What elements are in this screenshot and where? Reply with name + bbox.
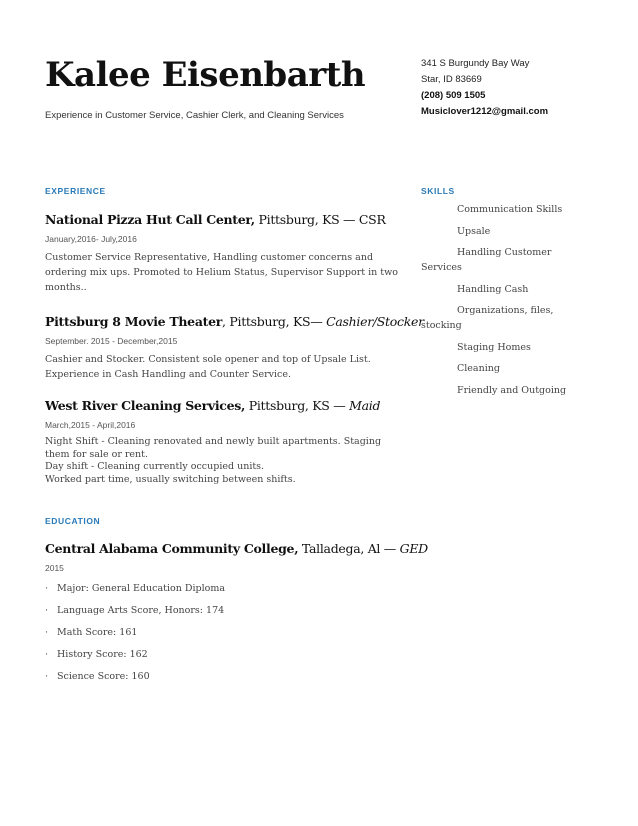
job-description	[45, 352, 395, 382]
candidate-name: Kalee Eisenbarth	[45, 55, 366, 95]
education-entry	[45, 541, 428, 688]
job-description-line: them for sale or rent.	[45, 448, 149, 460]
skill-item: Cleaning	[457, 363, 500, 374]
skill-item: Staging Homes	[457, 341, 531, 353]
job-company: Pittsburg 8 Movie Theater	[45, 314, 223, 329]
job-description-line: Customer Service Representative, Handling customer concerns and	[45, 252, 374, 263]
job-description-line: Day shift - Cleaning currently occupied units.	[45, 461, 265, 472]
list-item: · Math Score: 161	[45, 622, 395, 644]
contact-block	[421, 56, 548, 120]
skill-item: Upsale	[457, 225, 491, 237]
job-role: CSR	[358, 212, 386, 227]
job-company: National Pizza Hut Call Center,	[45, 212, 255, 227]
job-description	[45, 436, 395, 486]
education-header	[45, 541, 428, 556]
bullet-icon: ·	[45, 605, 49, 616]
education-year: 2015	[45, 563, 64, 573]
education-heading: EDUCATION	[45, 516, 101, 526]
job-dates: March,2015 - April,2016	[45, 420, 136, 430]
job-description-line: months..	[45, 282, 87, 293]
job-company: West River Cleaning Services,	[45, 398, 246, 413]
bullet-icon: ·	[45, 627, 49, 638]
bullet-icon: ·	[45, 583, 49, 594]
skill-item: Friendly and Outgoing	[457, 384, 567, 396]
school-name: Central Alabama Community College,	[45, 541, 299, 556]
job-description-line: Experience in Cash Handling and Counter Service.	[45, 369, 291, 380]
school-location: Talladega, Al —	[298, 541, 400, 556]
job-header	[45, 314, 424, 329]
job-header	[45, 212, 395, 227]
address-line-1: 341 S Burgundy Bay Way	[421, 58, 530, 69]
job-dates: September. 2015 - December,2015	[45, 336, 178, 346]
email-address: Musiclover1212@gmail.com	[421, 106, 549, 117]
degree: GED	[399, 541, 428, 556]
phone-number: (208) 509 1505	[421, 90, 486, 101]
skill-item: Organizations, files, stocking	[421, 305, 554, 331]
job-role: Cashier/Stocker	[326, 314, 424, 329]
job-description	[45, 250, 398, 295]
job-description-line: Cashier and Stocker. Consistent sole opener and top of Upsale List.	[45, 354, 371, 365]
skill-item: Handling Cash	[457, 283, 529, 295]
job-description-line: Night Shift - Cleaning renovated and newly built apartments. Staging	[45, 436, 382, 447]
job-header	[45, 398, 395, 413]
list-item: · Language Arts Score, Honors: 174	[45, 600, 395, 622]
list-item: · History Score: 162	[45, 644, 395, 666]
experience-heading: EXPERIENCE	[45, 186, 106, 196]
job-role: Maid	[349, 398, 381, 413]
skill-item: Communication Skills	[457, 204, 563, 215]
job-location: Pittsburg, KS —	[254, 212, 359, 227]
job-entry	[45, 398, 395, 486]
skills-list	[421, 202, 591, 404]
bullet-icon: ·	[45, 649, 49, 660]
skill-item: Handling Customer Services	[421, 247, 552, 273]
job-entry	[45, 212, 398, 295]
job-dates: January,2016- July,2016	[45, 234, 137, 244]
job-description-line: Worked part time, usually switching between shifts.	[45, 473, 296, 485]
list-item: · Science Score: 160	[45, 666, 395, 688]
bullet-icon: ·	[45, 671, 49, 682]
education-details	[45, 578, 395, 688]
job-location: , Pittsburg, KS—	[222, 314, 327, 329]
job-description-line: ordering mix ups. Promoted to Helium Status, Supervisor Support in two	[45, 267, 398, 278]
skills-heading: SKILLS	[421, 186, 455, 196]
job-location: Pittsburg, KS —	[245, 398, 350, 413]
job-entry	[45, 314, 424, 382]
address-line-2: Star, ID 83669	[421, 74, 482, 85]
tagline: Experience in Customer Service, Cashier Clerk, and Cleaning Services	[45, 110, 344, 121]
list-item: · Major: General Education Diploma	[45, 578, 395, 600]
